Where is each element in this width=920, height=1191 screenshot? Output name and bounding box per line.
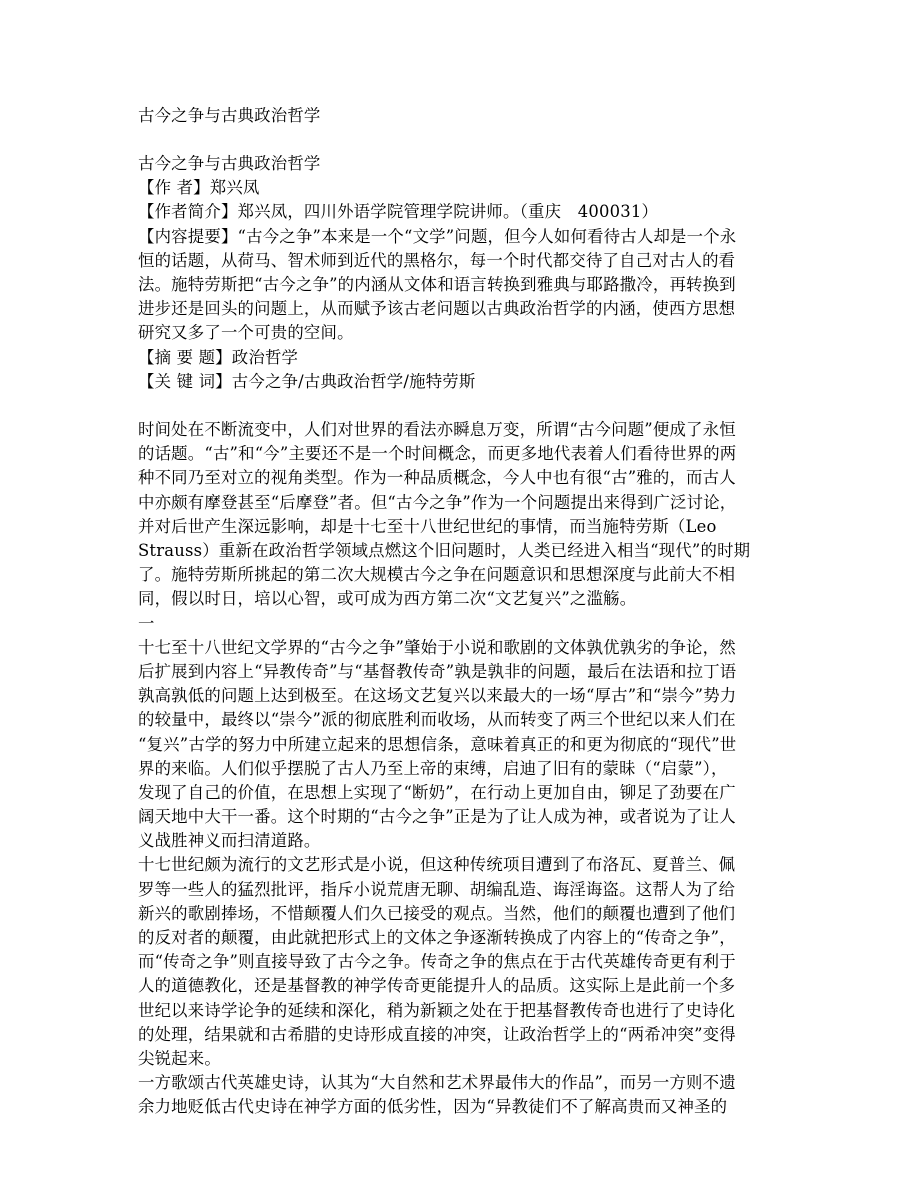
text-line: 孰高孰低的问题上达到极至。在这场文艺复兴以来最大的一场“厚古”和“崇今”势力: [138, 686, 737, 706]
text-line: “复兴”古学的努力中所建立起来的思想信条，意味着真正的和更为彻底的“现代”世: [138, 734, 737, 754]
text-line: 阔天地中大干一番。这个时期的“古今之争”正是为了让人成为神，或者说为了让人: [138, 807, 736, 827]
text-line: 人的道德教化，还是基督教的神学传奇更能提升人的品质。这实际上是此前一个多: [138, 976, 736, 996]
blank-line: [138, 394, 788, 418]
text-line: 义战胜神义而扫清道路。: [138, 831, 321, 851]
body-paragraph: [138, 853, 788, 1071]
abstract-line: 【内容提要】“古今之争”本来是一个“文学”问题，但今人如何看待古人却是一个永: [138, 226, 737, 246]
text-line: 的处理，结果就和古希腊的史诗形成直接的冲突，让政治哲学上的“两希冲突”变得: [138, 1024, 736, 1044]
text-line: 罗等一些人的猛烈批评，指斥小说荒唐无聊、胡编乱造、诲淫诲盗。这帮人为了给: [138, 879, 736, 899]
text-line: 尖锐起来。: [138, 1048, 221, 1068]
text-line: 新兴的歌剧捧场，不惜颠覆人们久已接受的观点。当然，他们的颠覆也遭到了他们: [138, 903, 736, 923]
author-line: 【作 者】郑兴凤: [138, 178, 260, 198]
text-line: 后扩展到内容上“异教传奇”与“基督教传奇”孰是孰非的问题，最后在法语和拉丁语: [138, 661, 737, 681]
text-line: 世纪以来诗学论争的延续和深化，稍为新颖之处在于把基督教传奇也进行了史诗化: [138, 1000, 736, 1020]
text-line: 的反对者的颠覆，由此就把形式上的文体之争逐渐转换成了内容上的“传奇之争”，: [138, 928, 736, 947]
article-title: 古今之争与古典政治哲学: [138, 154, 321, 173]
section-number: 一: [138, 613, 155, 633]
document-page: [138, 104, 788, 1120]
text-line: 十七至十八世纪文学界的“古今之争”肇始于小说和歌剧的文体孰优孰劣的争论，然: [138, 637, 736, 657]
text-line: 中亦颇有摩登甚至“后摩登”者。但“古今之争”作为一个问题提出来得到广泛讨论，: [138, 492, 737, 512]
text-line: 种不同乃至对立的视角类型。作为一种品质概念，今人中也有很“古”雅的，而古人: [138, 468, 736, 488]
text-line: 余力地贬低古代史诗在神学方面的低劣性，因为“异教徒们不了解高贵而又神圣的: [138, 1097, 728, 1117]
abstract-line: 恒的话题，从荷马、智术师到近代的黑格尔，每一个时代都交待了自己对古人的看: [138, 250, 736, 270]
text-line: 并对后世产生深远影响，却是十七至十八世纪世纪的事情，而当施特劳斯（Leo: [138, 516, 717, 536]
document-title: 古今之争与古典政治哲学: [138, 106, 321, 125]
article-header: [138, 152, 788, 394]
text-line: 同，假以时日，培以心智，或可成为西方第二次“文艺复兴”之滥觞。: [138, 589, 637, 609]
text-line: 而“传奇之争”则直接导致了古今之争。传奇之争的焦点在于古代英雄传奇更有利于: [138, 952, 736, 972]
author-bio-line: 【作者简介】郑兴凤，四川外语学院管理学院讲师。（重庆 400031）: [138, 202, 659, 222]
text-line: 一方歌颂古代英雄史诗，认其为“大自然和艺术界最伟大的作品”，而另一方则不遗: [138, 1073, 736, 1093]
abstract-line: 进步还是回头的问题上，从而赋予该古老问题以古典政治哲学的内涵，使西方思想: [138, 299, 736, 319]
abstract: [138, 225, 788, 346]
summary-line: 【摘 要 题】政治哲学: [138, 347, 299, 367]
abstract-line: 法。施特劳斯把“古今之争”的内涵从文体和语言转换到雅典与耶路撒冷，再转换到: [138, 274, 736, 294]
body-paragraph: [138, 1071, 788, 1119]
keywords-line: 【关 键 词】古今之争/古典政治哲学/施特劳斯: [138, 371, 476, 391]
abstract-line: 研究又多了一个可贵的空间。: [138, 323, 354, 343]
text-line: 界的来临。人们似乎摆脱了古人乃至上帝的束缚，启迪了旧有的蒙昧（“启蒙”），: [138, 758, 728, 778]
text-line: 了。施特劳斯所挑起的第二次大规模古今之争在问题意识和思想深度与此前大不相: [138, 565, 736, 585]
body-paragraph: [138, 636, 788, 854]
text-line: 时间处在不断流变中，人们对世界的看法亦瞬息万变，所谓“古今问题”便成了永恒: [138, 420, 736, 440]
text-line: Strauss）重新在政治哲学领域点燃这个旧问题时，人类已经进入相当“现代”的时期: [138, 541, 751, 560]
intro-paragraph: [138, 418, 788, 612]
text-line: 十七世纪颇为流行的文艺形式是小说，但这种传统项目遭到了布洛瓦、夏普兰、佩: [138, 855, 736, 875]
text-line: 的话题。“古”和“今”主要还不是一个时间概念，而更多地代表着人们看待世界的两: [138, 444, 737, 464]
text-line: 的较量中，最终以“崇今”派的彻底胜利而收场，从而转变了两三个世纪以来人们在: [138, 710, 736, 730]
text-line: 发现了自己的价值，在思想上实现了“断奶”，在行动上更加自由，铆足了劲要在广: [138, 782, 736, 802]
